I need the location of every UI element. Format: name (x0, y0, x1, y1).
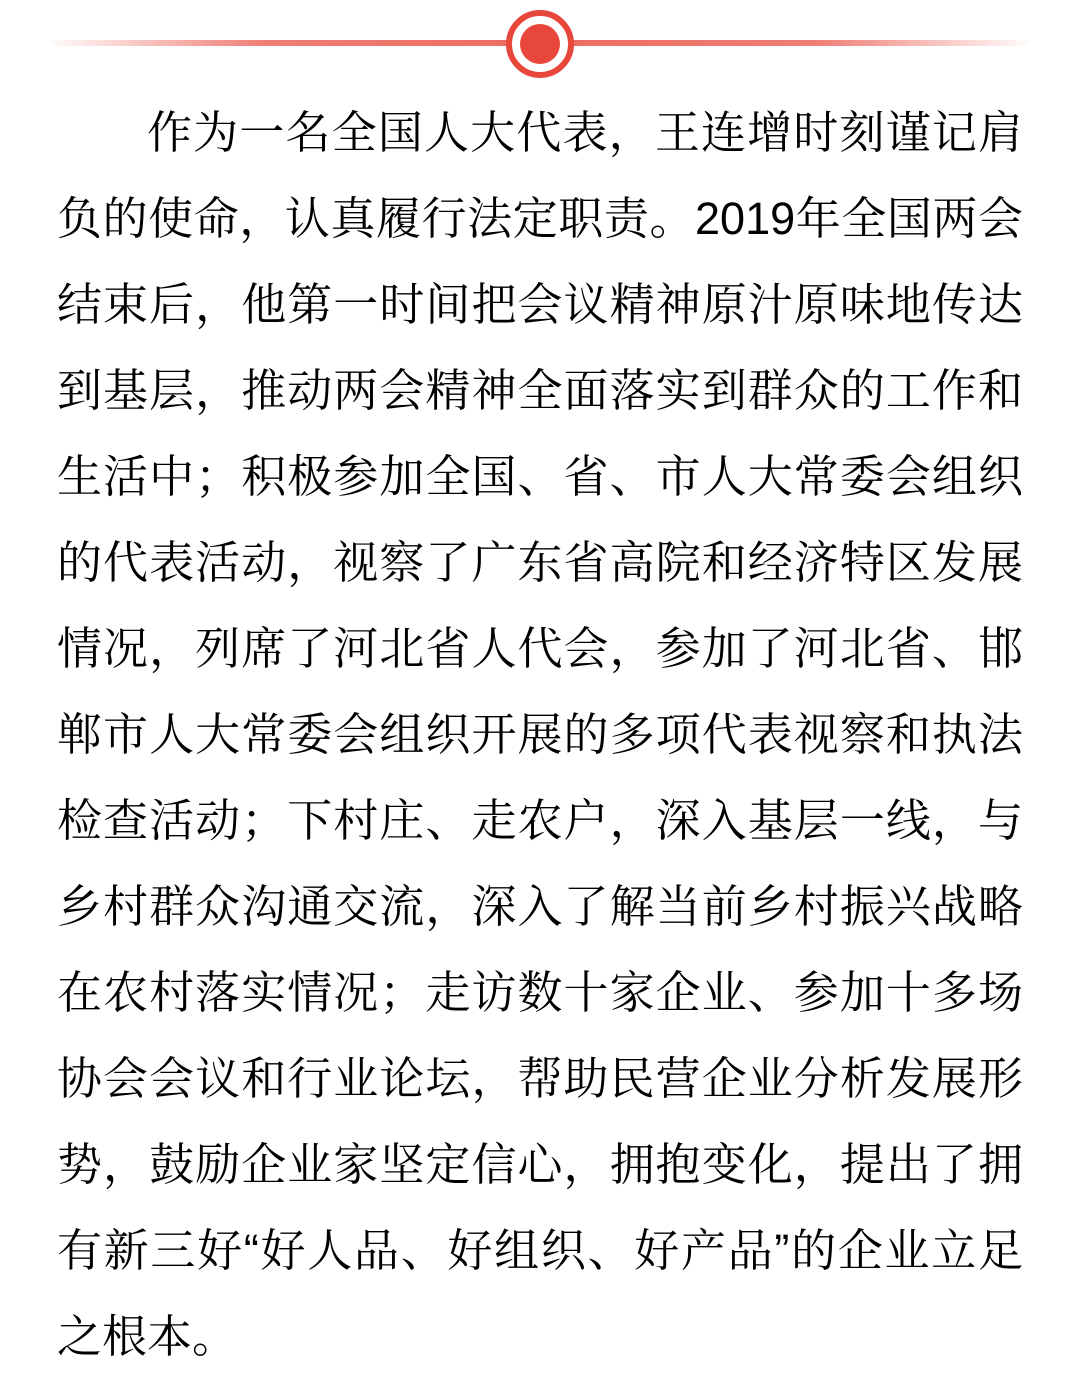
divider-ornament-icon (506, 10, 574, 78)
divider-dot-icon (520, 24, 560, 64)
section-divider (0, 0, 1080, 88)
article-paragraph: 作为一名全国人大代表，王连增时刻谨记肩负的使命，认真履行法定职责。2019年全国两会结束后，他第一时间把会议精神原汁原味地传达到基层，推动两会精神全面落实到群众的工作和生活中；积极参加全国、省、市人大常委会组织的代表活动，视察了广东省高院和经济特区发展情况，列席了河北省人代会，参加了河北省、邯郸市人大常委会组织开展的多项代表视察和执法检查活动；下村庄、走农户，深入基层一线，与乡村群众沟通交流，深入了解当前乡村振兴战略在农村落实情况；走访数十家企业、参加十多场协会会议和行业论坛，帮助民营企业分析发展形势，鼓励企业家坚定信心，拥抱变化，提出了拥有新三好“好人品、好组织、好产品”的企业立足之根本。 (57, 107, 1023, 1362)
article-body (57, 88, 1023, 1380)
